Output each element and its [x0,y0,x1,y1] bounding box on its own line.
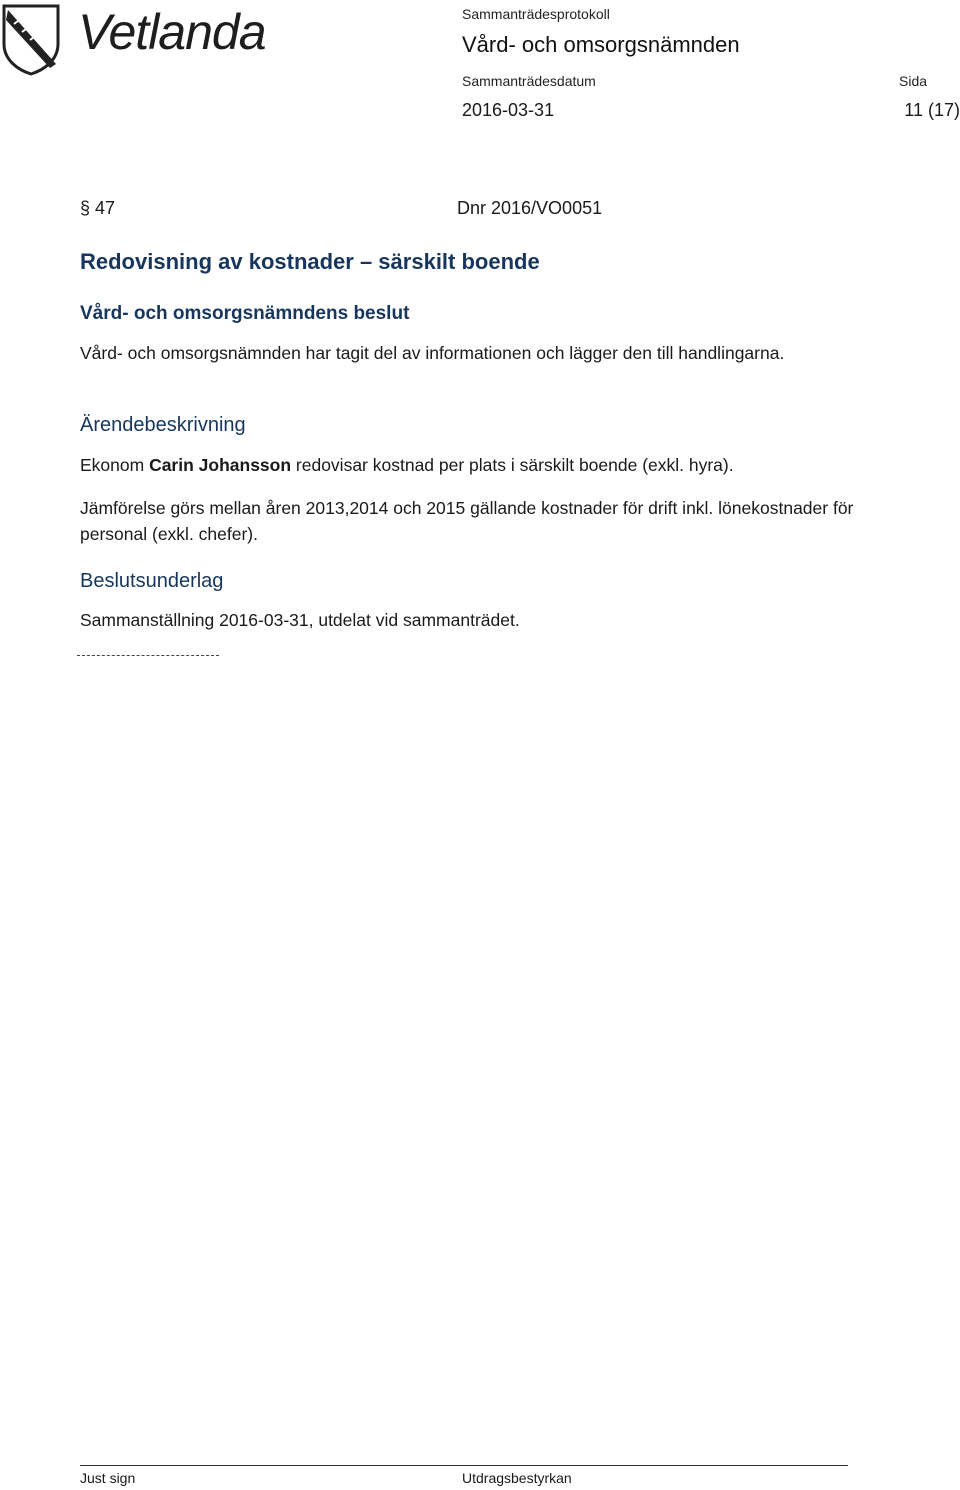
economist-name: Carin Johansson [149,455,292,475]
case-title: Redovisning av kostnader – särskilt boende [80,249,540,274]
committee-name: Vård- och omsorgsnämnden [462,32,740,57]
extract-certification-label: Utdragsbestyrkan [462,1470,572,1486]
shield-wheat-icon [0,2,62,76]
description-prefix: Ekonom [80,455,150,475]
basis-text: Sammanställning 2016-03-31, utdelat vid sammanträdet. [80,610,520,630]
section-separator [77,655,219,656]
basis-heading: Beslutsunderlag [80,570,224,592]
signature-label: Just sign [80,1470,136,1486]
decision-text: Vård- och omsorgsnämnden har tagit del av informationen och lägger den till handlingarna. [80,343,785,363]
page-label: Sida [899,73,928,89]
description-heading: Ärendebeskrivning [80,414,246,436]
description-suffix: redovisar kostnad per plats i särskilt boende (exkl. hyra). [291,455,734,475]
description-paragraph-2: Jämförelse görs mellan åren 2013,2014 och 2015 gällande kostnader för drift inkl. lönekostnader för personal (exkl. chefer). [80,498,854,544]
case-number: § 47 [80,198,116,218]
diary-number: Dnr 2016/VO0051 [457,198,603,218]
description-paragraph-1 [80,452,900,478]
decision-heading: Vård- och omsorgsnämndens beslut [80,303,410,324]
logo-text: Vetlanda [78,4,266,60]
meeting-date-label: Sammanträdesdatum [462,73,596,89]
protocol-label: Sammanträdesprotokoll [462,6,610,22]
footer-divider [80,1465,848,1466]
page-number: 11 (17) [904,100,960,120]
meeting-date-value: 2016-03-31 [462,100,555,120]
